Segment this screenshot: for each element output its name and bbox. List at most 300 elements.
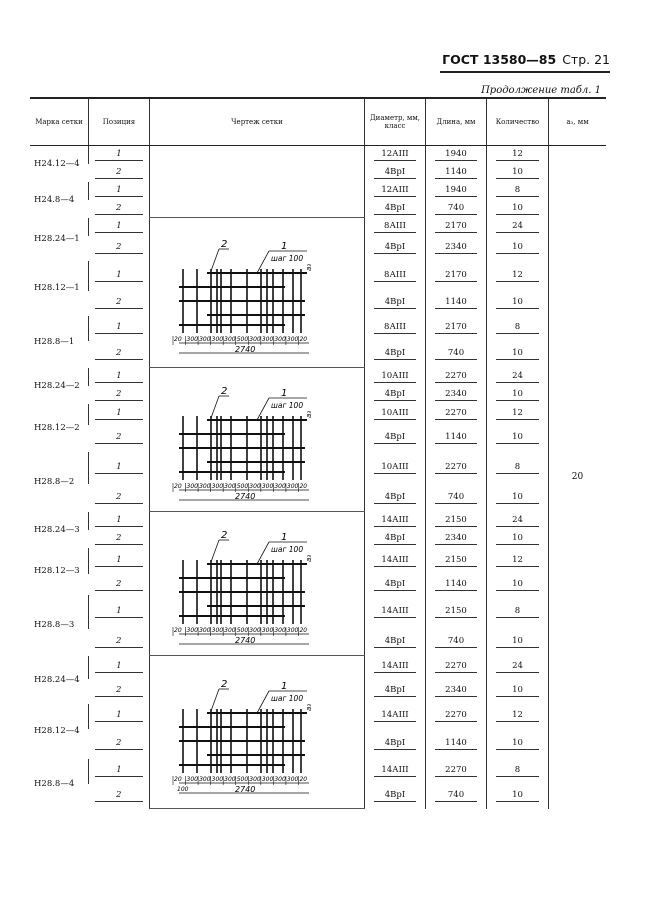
page-number: Стр. 21 bbox=[562, 52, 610, 67]
length-value: 2150 bbox=[435, 606, 477, 618]
quantity-cell bbox=[487, 218, 549, 236]
length-cell bbox=[426, 595, 487, 629]
quantity-cell bbox=[487, 729, 549, 759]
position-cell bbox=[89, 404, 150, 425]
diameter-value: 14АIII bbox=[374, 555, 416, 567]
position-cell bbox=[89, 729, 150, 759]
quantity-cell bbox=[487, 291, 549, 316]
diameter-cell bbox=[365, 512, 426, 530]
quantity-cell bbox=[487, 386, 549, 404]
mesh-drawing bbox=[157, 661, 357, 801]
step-label: шаг 100 bbox=[271, 545, 304, 554]
diameter-cell bbox=[365, 574, 426, 595]
quantity-cell bbox=[487, 316, 549, 341]
dimension-label: 20 bbox=[299, 483, 308, 490]
diameter-cell bbox=[365, 164, 426, 182]
length-value: 2170 bbox=[435, 270, 477, 282]
step-label: шаг 100 bbox=[271, 254, 304, 263]
quantity-value: 8 bbox=[496, 765, 539, 777]
quantity-value: 12 bbox=[496, 555, 539, 567]
position-cell bbox=[89, 784, 150, 809]
diameter-cell bbox=[365, 452, 426, 484]
length-value: 2170 bbox=[435, 322, 477, 334]
mesh-drawing bbox=[157, 512, 357, 652]
mark-cell: Н28.24—3 bbox=[34, 524, 80, 535]
diameter-cell bbox=[365, 484, 426, 512]
length-value: 2340 bbox=[435, 685, 477, 697]
label-position-2: 2 bbox=[221, 530, 228, 541]
dimension-label: 300 bbox=[274, 775, 286, 783]
position-cell bbox=[89, 182, 150, 200]
quantity-value: 8 bbox=[496, 185, 539, 197]
dimension-label: 300 bbox=[211, 483, 224, 490]
length-cell bbox=[426, 164, 487, 182]
position-cell bbox=[89, 704, 150, 729]
drawing-cell bbox=[150, 368, 365, 512]
dimension-label: 300 bbox=[274, 336, 286, 343]
quantity-cell bbox=[487, 759, 549, 784]
length-value: 2340 bbox=[435, 242, 477, 254]
quantity-cell bbox=[487, 236, 549, 261]
label-position-1: 1 bbox=[281, 680, 288, 692]
diameter-value: 4ВрI bbox=[374, 790, 416, 802]
label-position-2: 2 bbox=[221, 239, 228, 250]
a3-cell bbox=[549, 146, 607, 809]
diameter-value: 4ВрI bbox=[374, 738, 416, 750]
mesh-drawing bbox=[157, 368, 357, 508]
diameter-cell bbox=[365, 548, 426, 575]
quantity-value: 24 bbox=[496, 221, 539, 233]
length-cell bbox=[426, 146, 487, 164]
length-cell bbox=[426, 629, 487, 656]
length-value: 740 bbox=[435, 790, 477, 802]
dimension-label: 300 bbox=[186, 336, 198, 343]
dimension-label: 300 bbox=[249, 483, 261, 490]
diameter-value: 14АIII bbox=[374, 661, 416, 673]
col-quantity: Количество bbox=[487, 98, 549, 146]
mark-cell: Н28.24—4 bbox=[34, 674, 80, 685]
quantity-value: 12 bbox=[496, 710, 539, 722]
extra-dimension-label: 100 bbox=[177, 785, 189, 793]
position-cell bbox=[89, 146, 150, 164]
dimension-label: 300 bbox=[261, 336, 274, 343]
position-value: 1 bbox=[95, 462, 143, 474]
diameter-cell bbox=[365, 629, 426, 656]
quantity-value: 10 bbox=[496, 167, 539, 179]
position-value: 2 bbox=[95, 167, 143, 179]
diameter-cell bbox=[365, 386, 426, 404]
quantity-value: 8 bbox=[496, 606, 539, 618]
diameter-cell bbox=[365, 236, 426, 261]
dimension-label: 300 bbox=[199, 775, 211, 783]
dimension-label: 500 bbox=[236, 775, 249, 783]
table-header bbox=[30, 98, 606, 146]
position-value: 1 bbox=[95, 322, 143, 334]
dimension-label: 300 bbox=[274, 627, 286, 634]
dimension-label: 300 bbox=[249, 775, 261, 783]
table-row bbox=[30, 146, 606, 164]
length-value: 2150 bbox=[435, 515, 477, 527]
length-value: 2270 bbox=[435, 661, 477, 673]
diameter-value: 14АIII bbox=[374, 606, 416, 618]
total-length-label: 2740 bbox=[235, 784, 256, 794]
length-cell bbox=[426, 218, 487, 236]
position-cell bbox=[89, 512, 150, 530]
length-cell bbox=[426, 386, 487, 404]
dimension-label: 500 bbox=[236, 627, 249, 634]
diameter-value: 14АIII bbox=[374, 765, 416, 777]
drawing-cell bbox=[150, 218, 365, 368]
label-position-2: 2 bbox=[221, 386, 228, 397]
length-value: 2270 bbox=[435, 710, 477, 722]
position-value: 1 bbox=[95, 710, 143, 722]
table-row bbox=[30, 512, 606, 530]
diameter-cell bbox=[365, 759, 426, 784]
label-position-2: 2 bbox=[221, 678, 228, 690]
length-cell bbox=[426, 341, 487, 368]
drawing-cell bbox=[150, 146, 365, 218]
position-cell bbox=[89, 679, 150, 704]
total-length-label: 2740 bbox=[235, 636, 256, 645]
position-cell bbox=[89, 425, 150, 452]
dimension-label: 300 bbox=[224, 775, 236, 783]
length-value: 740 bbox=[435, 492, 477, 504]
dimension-label: 300 bbox=[286, 775, 299, 783]
col-length: Длина, мм bbox=[426, 98, 487, 146]
length-cell bbox=[426, 530, 487, 548]
a3-label: a₃ bbox=[305, 263, 313, 271]
length-cell bbox=[426, 759, 487, 784]
length-value: 2270 bbox=[435, 462, 477, 474]
table-row bbox=[30, 656, 606, 679]
position-value: 1 bbox=[95, 555, 143, 567]
length-value: 1140 bbox=[435, 738, 477, 750]
length-value: 2170 bbox=[435, 221, 477, 233]
position-value: 2 bbox=[95, 492, 143, 504]
quantity-cell bbox=[487, 368, 549, 386]
diameter-cell bbox=[365, 261, 426, 291]
diameter-cell bbox=[365, 182, 426, 200]
mesh-table bbox=[30, 97, 606, 809]
diameter-value: 8АIII bbox=[374, 221, 416, 233]
dimension-label: 300 bbox=[211, 627, 224, 634]
length-cell bbox=[426, 425, 487, 452]
a3-value: 20 bbox=[571, 472, 584, 483]
mark-cell: Н28.8—2 bbox=[34, 476, 75, 487]
diameter-cell bbox=[365, 404, 426, 425]
dimension-label: 300 bbox=[186, 627, 198, 634]
mark-cell: Н24.8—4 bbox=[34, 194, 75, 205]
diameter-cell bbox=[365, 218, 426, 236]
col-drawing: Чертеж сетки bbox=[150, 98, 365, 146]
dimension-label: 300 bbox=[199, 627, 211, 634]
length-cell bbox=[426, 291, 487, 316]
position-value: 1 bbox=[95, 606, 143, 618]
length-cell bbox=[426, 261, 487, 291]
mark-cell: Н24.12—4 bbox=[34, 158, 80, 169]
quantity-value: 10 bbox=[496, 579, 539, 591]
diameter-value: 4ВрI bbox=[374, 297, 416, 309]
length-value: 2270 bbox=[435, 408, 477, 420]
mark-cell: Н28.12—3 bbox=[34, 566, 80, 577]
length-value: 2340 bbox=[435, 533, 477, 545]
table-row bbox=[30, 218, 606, 236]
position-value: 2 bbox=[95, 636, 143, 648]
diameter-cell bbox=[365, 656, 426, 679]
length-cell bbox=[426, 368, 487, 386]
position-cell bbox=[89, 236, 150, 261]
mark-cell: Н28.24—2 bbox=[34, 380, 80, 391]
position-value: 1 bbox=[95, 270, 143, 282]
quantity-value: 8 bbox=[496, 462, 539, 474]
position-value: 2 bbox=[95, 685, 143, 697]
length-cell bbox=[426, 679, 487, 704]
position-value: 2 bbox=[95, 738, 143, 750]
length-cell bbox=[426, 452, 487, 484]
diameter-value: 12АIII bbox=[374, 149, 416, 161]
length-cell bbox=[426, 316, 487, 341]
quantity-cell bbox=[487, 146, 549, 164]
position-cell bbox=[89, 656, 150, 679]
diameter-cell bbox=[365, 291, 426, 316]
quantity-cell bbox=[487, 200, 549, 218]
table-row bbox=[30, 368, 606, 386]
diameter-value: 4ВрI bbox=[374, 242, 416, 254]
quantity-value: 10 bbox=[496, 738, 539, 750]
diameter-value: 4ВрI bbox=[374, 203, 416, 215]
dimension-label: 300 bbox=[261, 483, 274, 490]
label-position-1: 1 bbox=[281, 388, 288, 399]
quantity-value: 10 bbox=[496, 389, 539, 401]
position-value: 2 bbox=[95, 790, 143, 802]
length-value: 740 bbox=[435, 203, 477, 215]
dimension-label: 300 bbox=[211, 775, 224, 783]
diameter-cell bbox=[365, 729, 426, 759]
length-value: 1140 bbox=[435, 167, 477, 179]
quantity-cell bbox=[487, 452, 549, 484]
position-value: 1 bbox=[95, 515, 143, 527]
position-value: 1 bbox=[95, 661, 143, 673]
col-diameter: Диаметр, мм, класс bbox=[365, 98, 426, 146]
diameter-value: 4ВрI bbox=[374, 389, 416, 401]
position-value: 1 bbox=[95, 185, 143, 197]
position-cell bbox=[89, 368, 150, 386]
position-value: 2 bbox=[95, 242, 143, 254]
dimension-label: 300 bbox=[274, 483, 286, 490]
mark-cell: Н28.12—4 bbox=[34, 726, 80, 736]
mesh-drawing bbox=[157, 221, 357, 361]
drawing-cell bbox=[150, 512, 365, 656]
length-value: 2150 bbox=[435, 555, 477, 567]
quantity-cell bbox=[487, 784, 549, 809]
dimension-label: 300 bbox=[249, 336, 261, 343]
diameter-cell bbox=[365, 595, 426, 629]
quantity-value: 12 bbox=[496, 149, 539, 161]
a3-label: a₃ bbox=[305, 410, 313, 418]
mark-cell: Н28.12—2 bbox=[34, 422, 80, 433]
drawing-cell bbox=[150, 656, 365, 809]
dimension-label: 300 bbox=[286, 627, 299, 634]
quantity-cell bbox=[487, 656, 549, 679]
dimension-label: 300 bbox=[286, 483, 299, 490]
length-value: 2270 bbox=[435, 371, 477, 383]
quantity-value: 10 bbox=[496, 492, 539, 504]
quantity-cell bbox=[487, 164, 549, 182]
quantity-cell bbox=[487, 704, 549, 729]
dimension-label: 300 bbox=[249, 627, 261, 634]
quantity-cell bbox=[487, 574, 549, 595]
dimension-label: 20 bbox=[174, 336, 182, 343]
diameter-value: 10АIII bbox=[374, 371, 416, 383]
dimension-label: 20 bbox=[174, 483, 182, 490]
mark-cell: Н28.24—1 bbox=[34, 234, 80, 244]
position-cell bbox=[89, 484, 150, 512]
length-value: 1940 bbox=[435, 149, 477, 161]
length-cell bbox=[426, 512, 487, 530]
diameter-cell bbox=[365, 341, 426, 368]
length-cell bbox=[426, 729, 487, 759]
diameter-cell bbox=[365, 368, 426, 386]
mark-cell: Н28.12—1 bbox=[34, 283, 80, 293]
position-cell bbox=[89, 530, 150, 548]
position-value: 1 bbox=[95, 149, 143, 161]
quantity-cell bbox=[487, 261, 549, 291]
length-cell bbox=[426, 784, 487, 809]
dimension-label: 300 bbox=[224, 336, 236, 343]
quantity-cell bbox=[487, 530, 549, 548]
position-cell bbox=[89, 574, 150, 595]
position-value: 2 bbox=[95, 432, 143, 444]
position-value: 2 bbox=[95, 203, 143, 215]
quantity-value: 10 bbox=[496, 242, 539, 254]
position-cell bbox=[89, 452, 150, 484]
quantity-cell bbox=[487, 679, 549, 704]
quantity-cell bbox=[487, 512, 549, 530]
quantity-value: 24 bbox=[496, 515, 539, 527]
diameter-value: 8АIII bbox=[374, 322, 416, 334]
length-value: 740 bbox=[435, 348, 477, 360]
length-value: 2340 bbox=[435, 389, 477, 401]
length-value: 740 bbox=[435, 636, 477, 648]
quantity-value: 10 bbox=[496, 685, 539, 697]
position-cell bbox=[89, 759, 150, 784]
diameter-cell bbox=[365, 200, 426, 218]
position-cell bbox=[89, 548, 150, 575]
position-cell bbox=[89, 316, 150, 341]
position-value: 1 bbox=[95, 408, 143, 420]
dimension-label: 300 bbox=[199, 483, 211, 490]
dimension-label: 300 bbox=[261, 627, 274, 634]
position-value: 1 bbox=[95, 371, 143, 383]
diameter-value: 4ВрI bbox=[374, 533, 416, 545]
dimension-label: 20 bbox=[299, 775, 308, 783]
dimension-label: 500 bbox=[236, 336, 249, 343]
diameter-value: 4ВрI bbox=[374, 579, 416, 591]
quantity-cell bbox=[487, 341, 549, 368]
position-cell bbox=[89, 200, 150, 218]
position-cell bbox=[89, 341, 150, 368]
diameter-value: 4ВрI bbox=[374, 492, 416, 504]
quantity-value: 10 bbox=[496, 297, 539, 309]
diameter-value: 4ВрI bbox=[374, 167, 416, 179]
diameter-value: 4ВрI bbox=[374, 432, 416, 444]
dimension-label: 300 bbox=[186, 483, 198, 490]
position-value: 2 bbox=[95, 348, 143, 360]
dimension-label: 300 bbox=[261, 775, 274, 783]
length-cell bbox=[426, 200, 487, 218]
quantity-value: 10 bbox=[496, 203, 539, 215]
dimension-label: 300 bbox=[224, 483, 236, 490]
standard-number: ГОСТ 13580—85 bbox=[442, 52, 557, 67]
table-continuation: Продолжение табл. 1 bbox=[481, 85, 601, 96]
position-cell bbox=[89, 218, 150, 236]
diameter-value: 10АIII bbox=[374, 408, 416, 420]
step-label: шаг 100 bbox=[271, 401, 304, 410]
dimension-label: 300 bbox=[211, 336, 224, 343]
position-cell bbox=[89, 164, 150, 182]
quantity-value: 10 bbox=[496, 533, 539, 545]
quantity-cell bbox=[487, 484, 549, 512]
position-cell bbox=[89, 386, 150, 404]
position-value: 2 bbox=[95, 579, 143, 591]
total-length-label: 2740 bbox=[235, 345, 256, 354]
length-cell bbox=[426, 704, 487, 729]
quantity-value: 8 bbox=[496, 322, 539, 334]
quantity-value: 12 bbox=[496, 270, 539, 282]
quantity-cell bbox=[487, 629, 549, 656]
diameter-value: 14АIII bbox=[374, 515, 416, 527]
length-cell bbox=[426, 548, 487, 575]
dimension-label: 20 bbox=[174, 627, 182, 634]
quantity-cell bbox=[487, 548, 549, 575]
diameter-cell bbox=[365, 425, 426, 452]
mark-cell: Н28.8—3 bbox=[34, 620, 75, 631]
length-cell bbox=[426, 574, 487, 595]
quantity-cell bbox=[487, 182, 549, 200]
quantity-cell bbox=[487, 425, 549, 452]
position-value: 2 bbox=[95, 389, 143, 401]
quantity-value: 10 bbox=[496, 348, 539, 360]
quantity-value: 10 bbox=[496, 636, 539, 648]
diameter-cell bbox=[365, 146, 426, 164]
diameter-cell bbox=[365, 679, 426, 704]
diameter-value: 4ВрI bbox=[374, 636, 416, 648]
step-label: шаг 100 bbox=[271, 693, 304, 703]
mark-cell: Н28.8—4 bbox=[34, 778, 75, 789]
quantity-value: 10 bbox=[496, 790, 539, 802]
col-mark: Марка сетки bbox=[30, 98, 89, 146]
diameter-cell bbox=[365, 530, 426, 548]
dimension-label: 20 bbox=[299, 627, 308, 634]
length-value: 2270 bbox=[435, 765, 477, 777]
diameter-value: 8АIII bbox=[374, 270, 416, 282]
length-cell bbox=[426, 236, 487, 261]
quantity-cell bbox=[487, 404, 549, 425]
length-cell bbox=[426, 404, 487, 425]
position-value: 2 bbox=[95, 533, 143, 545]
quantity-value: 12 bbox=[496, 408, 539, 420]
position-cell bbox=[89, 595, 150, 629]
diameter-value: 4ВрI bbox=[374, 348, 416, 360]
diameter-value: 4ВрI bbox=[374, 685, 416, 697]
position-cell bbox=[89, 261, 150, 291]
dimension-label: 20 bbox=[174, 775, 182, 783]
quantity-value: 24 bbox=[496, 661, 539, 673]
diameter-value: 14АIII bbox=[374, 710, 416, 722]
length-cell bbox=[426, 182, 487, 200]
label-position-1: 1 bbox=[281, 532, 288, 543]
dimension-label: 300 bbox=[199, 336, 211, 343]
